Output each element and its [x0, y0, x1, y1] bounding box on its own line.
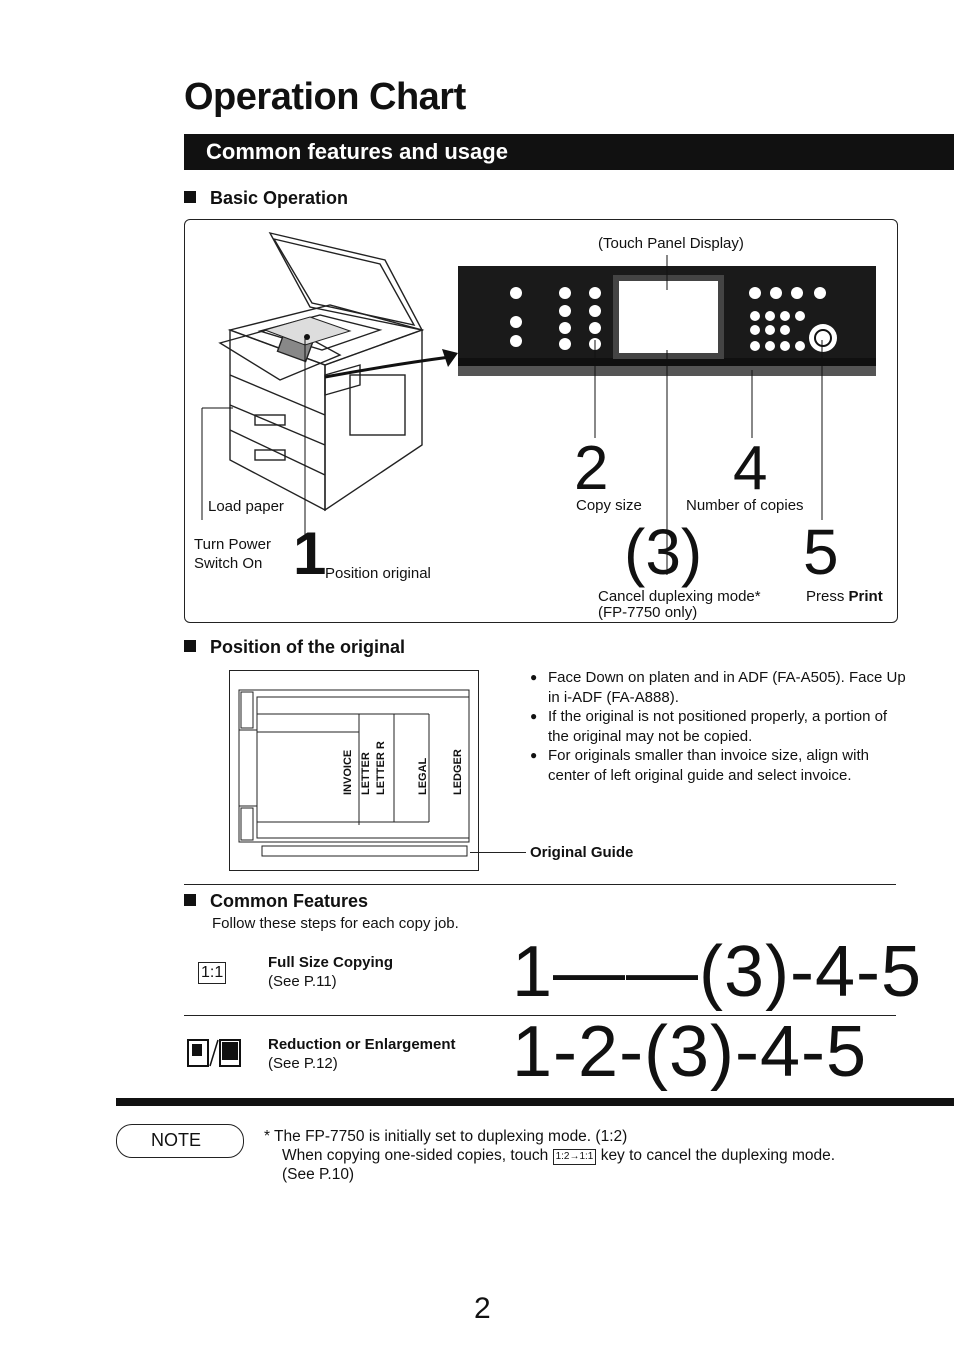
- bullet-square-icon: [184, 640, 196, 652]
- common-features-heading: Common Features: [184, 891, 368, 912]
- reduction-ref: (See P.12): [268, 1055, 338, 1072]
- guide-label-letter: LETTER: [360, 752, 372, 795]
- step-3-label: Cancel duplexing mode*: [598, 588, 761, 605]
- step-3-number: (3): [624, 516, 703, 588]
- note-text: [264, 1127, 835, 1184]
- note-line-2: When copying one-sided copies, touch 1:2→1:1 key to cancel the duplexing mode.: [282, 1147, 836, 1164]
- reduction-title: Reduction or Enlargement: [268, 1036, 456, 1053]
- page-number: 2: [474, 1292, 491, 1325]
- original-guide-label: Original Guide: [530, 844, 634, 861]
- basic-operation-heading: Basic Operation: [184, 188, 348, 209]
- duplex-key-icon: 1:2→1:1: [553, 1149, 597, 1165]
- step-2-number: 2: [574, 434, 609, 503]
- bullet-square-icon: [184, 191, 196, 203]
- guide-label-letter-r: LETTER R: [375, 741, 387, 795]
- thick-rule: [116, 1098, 954, 1106]
- turn-power-label: Turn Power Switch On: [194, 536, 271, 572]
- reduction-sequence: 1-2-(3)-4-5: [512, 1012, 868, 1092]
- position-heading: Position of the original: [184, 637, 405, 658]
- guide-leader-line: [470, 852, 526, 853]
- full-size-sequence: 1——(3)-4-5: [512, 932, 923, 1012]
- guide-label-legal: LEGAL: [417, 757, 429, 795]
- list-item: ● For originals smaller than invoice size, align with center of left original guide and select invoice.: [530, 746, 910, 785]
- guide-label-invoice: INVOICE: [342, 749, 354, 795]
- note-label: NOTE: [151, 1130, 202, 1150]
- guide-label-ledger: LEDGER: [452, 749, 464, 795]
- list-item: ● Face Down on platen and in ADF (FA-A505). Face Up in i-ADF (FA-A888).: [530, 668, 910, 707]
- position-bullet-list: [530, 668, 910, 785]
- list-item: ● If the original is not positioned properly, a portion of the original may not be copied.: [530, 707, 910, 746]
- guide-labels: [342, 725, 472, 805]
- step-1-label: Position original: [325, 565, 431, 582]
- section-banner: [184, 134, 954, 170]
- step-5-label: Press Print: [806, 588, 883, 605]
- note-line-3: (See P.10): [282, 1166, 355, 1183]
- full-size-ref: (See P.11): [268, 973, 337, 990]
- divider: [184, 884, 896, 885]
- touch-panel-label: (Touch Panel Display): [598, 235, 744, 252]
- step-4-number: 4: [733, 434, 768, 503]
- page-title: Operation Chart: [184, 76, 466, 118]
- common-features-subheading: Follow these steps for each copy job.: [212, 915, 459, 932]
- reduction-enlargement-icon: [186, 1036, 244, 1070]
- step-4-label: Number of copies: [686, 497, 804, 514]
- step-1-number: 1: [293, 520, 327, 587]
- section-banner-text: Common features and usage: [206, 139, 508, 164]
- full-size-icon: 1:1: [198, 962, 226, 984]
- note-badge: [116, 1124, 244, 1158]
- note-line-1: * The FP-7750 is initially set to duplexing mode. (1:2): [264, 1128, 628, 1145]
- arrow-icon: [320, 345, 465, 385]
- step-5-number: 5: [803, 516, 839, 588]
- step-3-sublabel: (FP-7750 only): [598, 604, 698, 621]
- control-panel-icon: [458, 266, 876, 376]
- load-paper-label: Load paper: [208, 498, 284, 515]
- full-size-title: Full Size Copying: [268, 954, 394, 971]
- bullet-square-icon: [184, 894, 196, 906]
- step-2-label: Copy size: [576, 497, 642, 514]
